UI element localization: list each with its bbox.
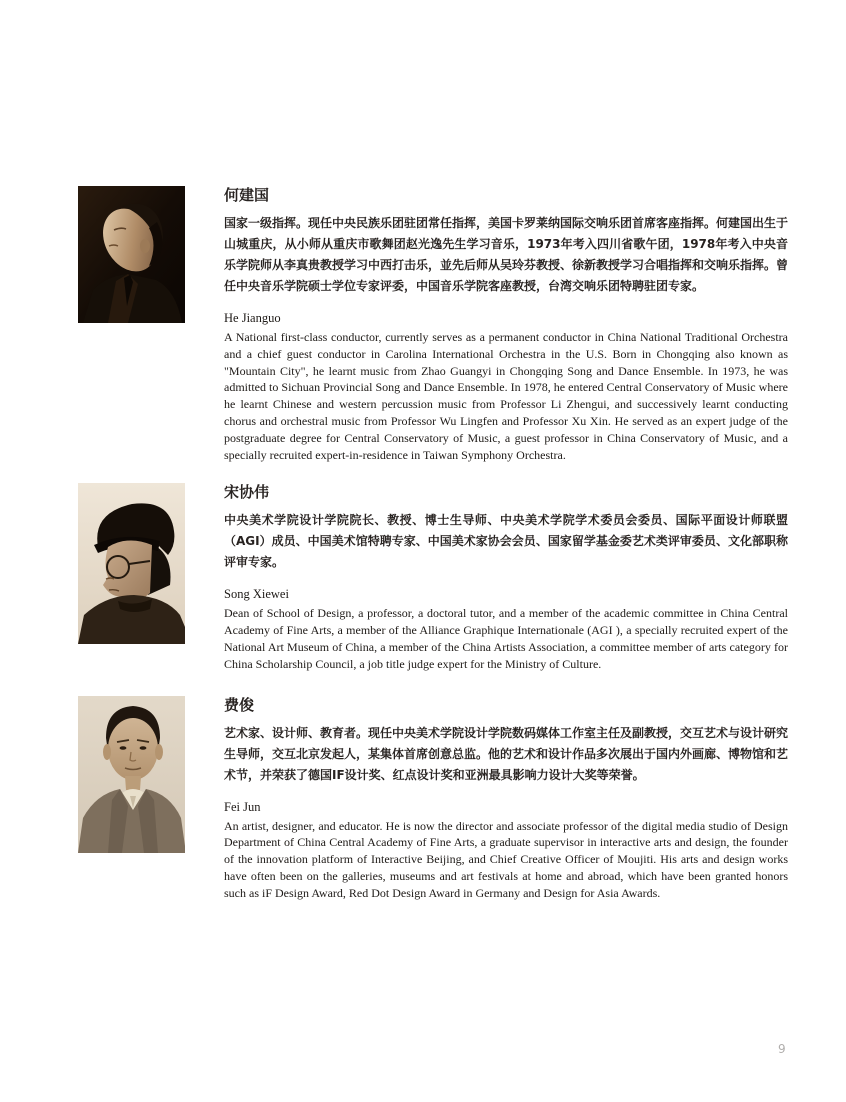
name-chinese: 费俊: [224, 695, 255, 714]
bio-english: A National first-class conductor, currently serves as a permanent conductor in China National Traditional Orchestra and a chief guest conductor in Carolina International Orchestra in the U.S. Born in Chongqing also known as "Mountain City", he learnt music from Zhao Guangyi in Chongqing Song and Dance Ensemble. In 1973, he was admitted to Sichuan Provincial Song and Dance Ensemble. In 1978, he entered Central Conservatory of Music where he learnt Chinese and western percussion music from Professor Li Zhengui, and successively learnt conducting chorus and orchestral music from Professor Wu Lingfen and Professor Xu Xin. He served as an expert judge of the postgraduate degree for Central Conservatory of Music, a guest professor in China Conservatory of Music, and a specially recruited expert-in-residence in Taiwan Symphony Orchestra.: [224, 330, 788, 462]
portrait-photo-he-jianguo: [78, 186, 185, 323]
page-number: 9: [778, 1042, 786, 1056]
bio-chinese: 国家一级指挥。现任中央民族乐团驻团常任指挥，美国卡罗莱纳国际交响乐团首席客座指挥。何建国出生于山城重庆，从小师从重庆市歌舞团赵光逸先生学习音乐，1973年考入四川省歌午团，1978年考入中央音乐学院师从李真贵教授学习中西打击乐，並先后师从吴玲芬教授、徐新教授学习合唱指挥和交响乐指挥。曾任中央音乐学院硕士学位专家评委，中国音乐学院客座教授，台湾交响乐团特聘驻团专家。: [224, 216, 789, 293]
bio-chinese: 艺术家、设计师、教育者。现任中央美术学院设计学院数码媒体工作室主任及副教授，交互艺术与设计研究生导师，交互北京发起人，某集体首席创意总监。他的艺术和设计作品多次展出于国内外画廊、博物馆和艺术节，并荣获了德国IF设计奖、红点设计奖和亚洲最具影响力设计大奖等荣誉。: [224, 725, 789, 782]
bio-text-he-jianguo: [224, 186, 788, 463]
name-chinese: 何建国: [224, 186, 270, 204]
bio-section-fei-jun: [0, 673, 846, 902]
name-english: Fei Jun: [224, 799, 261, 814]
bio-text-fei-jun: [224, 696, 788, 902]
bio-chinese: 中央美术学院设计学院院长、教授、博士生导师、中央美术学院学术委员会委员、国际平面设计师联盟（AGI）成员、中国美术馆特聘专家、中国美术家协会会员、国家留学基金委艺术类评审委员、文化部职称评审专家。: [224, 513, 788, 570]
bio-section-he-jianguo: [0, 0, 846, 463]
name-english: Song Xiewei: [224, 587, 289, 602]
name-chinese: 宋协伟: [224, 483, 270, 502]
portrait-photo-song-xiewei: [78, 483, 185, 644]
bio-text-song-xiewei: [224, 483, 788, 672]
bio-english: An artist, designer, and educator. He is now the director and associate professor of the digital media studio of Design Department of China Central Academy of Fine Arts, a graduate supervisor in interactive arts and design, the founder of the innovation platform of Interactive Beijing, and Chief Creative Officer of Moujiti. His arts and design works have often been on the galleries, museums and art festivals at home and abroad, which have been granted honors such as iF Design Award, Red Dot Design Award in Germany and Design for Asia Awards.: [224, 818, 788, 900]
name-english: He Jianguo: [224, 311, 281, 325]
bio-english: Dean of School of Design, a professor, a doctoral tutor, and a member of the academic committee in China Central Academy of Fine Arts, a member of the Alliance Graphique Internationale (AGI ), a specially recruited expert of the National Art Museum of China, a member of the China Artists Association, a committee member of arts category for China Scholarship Council, a job title judge expert for the Ministry of Culture.: [224, 606, 788, 671]
bio-section-song-xiewei: [0, 463, 846, 672]
portrait-photo-fei-jun: [78, 696, 185, 853]
